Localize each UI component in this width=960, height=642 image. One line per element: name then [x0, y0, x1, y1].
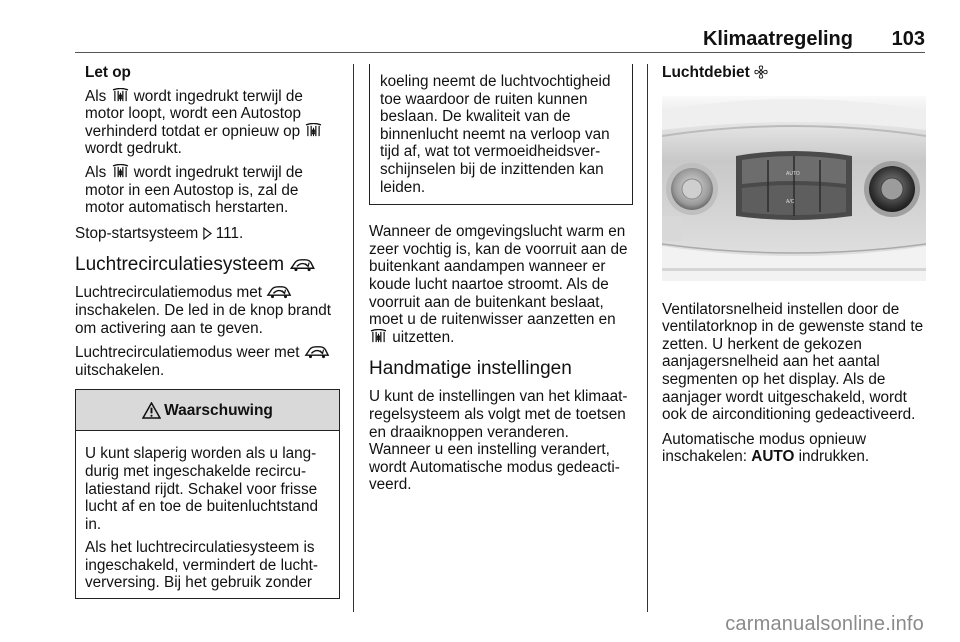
warning-paragraph-1: U kunt slaperig worden als u lang-durig met ingeschakelde recircu-latiestand rijdt. Schakel voor frisse lucht af en toe de buitenluchtstand in. — [85, 445, 319, 533]
paragraph: Ventilatorsnelheid instellen door de ventilatorknop in de gewenste stand te zetten. U herkent de gekozen aanjagersnelheid aan het aantal segmenten op het display. Als de aanjager wordt uitgeschakeld, wordt ook de airconditioning gedeactiveerd. — [662, 300, 924, 424]
note-block — [75, 64, 340, 217]
warning-triangle-icon — [142, 402, 161, 419]
section-heading-manual: Handmatige instellingen — [369, 358, 572, 380]
warning-paragraph-2: Als het luchtrecirculatiesysteem is ingeschakeld, vermindert de lucht-verversing. Bij het gebruik zonder — [85, 539, 318, 592]
warning-header — [76, 390, 339, 431]
paragraph — [75, 344, 340, 379]
paragraph — [662, 431, 926, 466]
note-paragraph-1 — [85, 88, 340, 158]
warning-box-continued — [369, 64, 633, 205]
cross-reference[interactable] — [75, 225, 340, 243]
warning-body — [76, 431, 339, 592]
paragraph-text: Wanneer de omgevingslucht warm en zeer vochtig is, kan de voorruit aan de buitenkant aandampen wanneer er koude lucht naartoe stroomt. Als de voorruit aan de buitenkant beslaat, moet u de ruitenwisser aanzetten en — [369, 223, 628, 329]
fan-icon — [754, 65, 768, 79]
note-text: wordt gedrukt. — [85, 140, 182, 158]
page-number: 103 — [891, 28, 925, 50]
column-divider-2 — [647, 64, 648, 612]
warning-title: Waarschuwing — [164, 401, 273, 419]
paragraph-text: uitzetten. — [392, 328, 455, 346]
note-heading: Let op — [85, 64, 131, 81]
xref-text[interactable]: Stop-startsysteem — [75, 224, 199, 242]
paragraph — [75, 284, 340, 337]
ac-snowflake-icon — [304, 123, 323, 138]
note-text: Als — [85, 87, 107, 105]
ac-snowflake-icon — [111, 88, 130, 103]
column-2 — [369, 64, 633, 501]
heading-text: Luchtdebiet — [662, 64, 750, 81]
section-heading-recirculation — [75, 254, 340, 276]
paragraph-text: inschakelen. De led in de knop brandt om activering aan te geven. — [75, 301, 331, 337]
paragraph-text: Luchtrecirculatiemodus weer met — [75, 344, 300, 362]
xref-page[interactable]: 111. — [215, 224, 244, 242]
page-title: Klimaatregeling — [702, 28, 853, 50]
warning-box — [75, 389, 340, 599]
recirculation-car-icon — [304, 344, 330, 359]
note-text: Als — [85, 163, 107, 181]
climate-control-panel-photo — [662, 96, 926, 281]
column-1 — [75, 64, 340, 599]
watermark: carmanualsonline.info — [725, 613, 924, 635]
recirculation-car-icon — [289, 257, 316, 272]
paragraph-text: Automatische modus opnieuw inschakelen: — [662, 430, 867, 466]
recirculation-car-icon — [266, 284, 292, 299]
auto-button-label: AUTO — [751, 448, 795, 466]
paragraph — [369, 223, 633, 346]
svg-text:AUTO: AUTO — [786, 170, 800, 177]
heading-text: Luchtrecirculatiesysteem — [75, 254, 285, 276]
paragraph-text: uitschakelen. — [75, 361, 165, 379]
section-heading-airflow — [662, 64, 926, 82]
xref-arrow-icon — [203, 227, 212, 240]
svg-text:A/C: A/C — [786, 198, 795, 205]
paragraph-text: indrukken. — [798, 448, 870, 466]
paragraph-text: Luchtrecirculatiemodus met — [75, 284, 263, 302]
page-header — [75, 0, 925, 53]
paragraph: U kunt de instellingen van het klimaat-regelsysteem als volgt met de toetsen en draaiknoppen veranderen. Wanneer u een instelling verandert, wordt Automatische modus gedeacti-veerd. — [369, 388, 628, 494]
note-text: wordt ingedrukt terwijl de motor loopt, wordt een Autostop verhinderd totdat er opnieuw op — [85, 87, 303, 140]
ac-snowflake-icon — [369, 329, 388, 344]
column-3 — [662, 64, 926, 473]
note-paragraph-2 — [85, 164, 340, 217]
column-divider-1 — [353, 64, 354, 612]
note-text: wordt ingedrukt terwijl de motor in een Autostop is, zal de motor automatisch herstarten. — [85, 163, 303, 217]
ac-snowflake-icon — [111, 164, 130, 179]
warning-continued-text: koeling neemt de luchtvochtigheid toe waardoor de ruiten kunnen beslaan. De kwaliteit van de binnenlucht neemt na verloop van tijd af, wat tot vermoeidheidsver-schijnselen bij de inzittenden kan leiden. — [380, 73, 611, 196]
